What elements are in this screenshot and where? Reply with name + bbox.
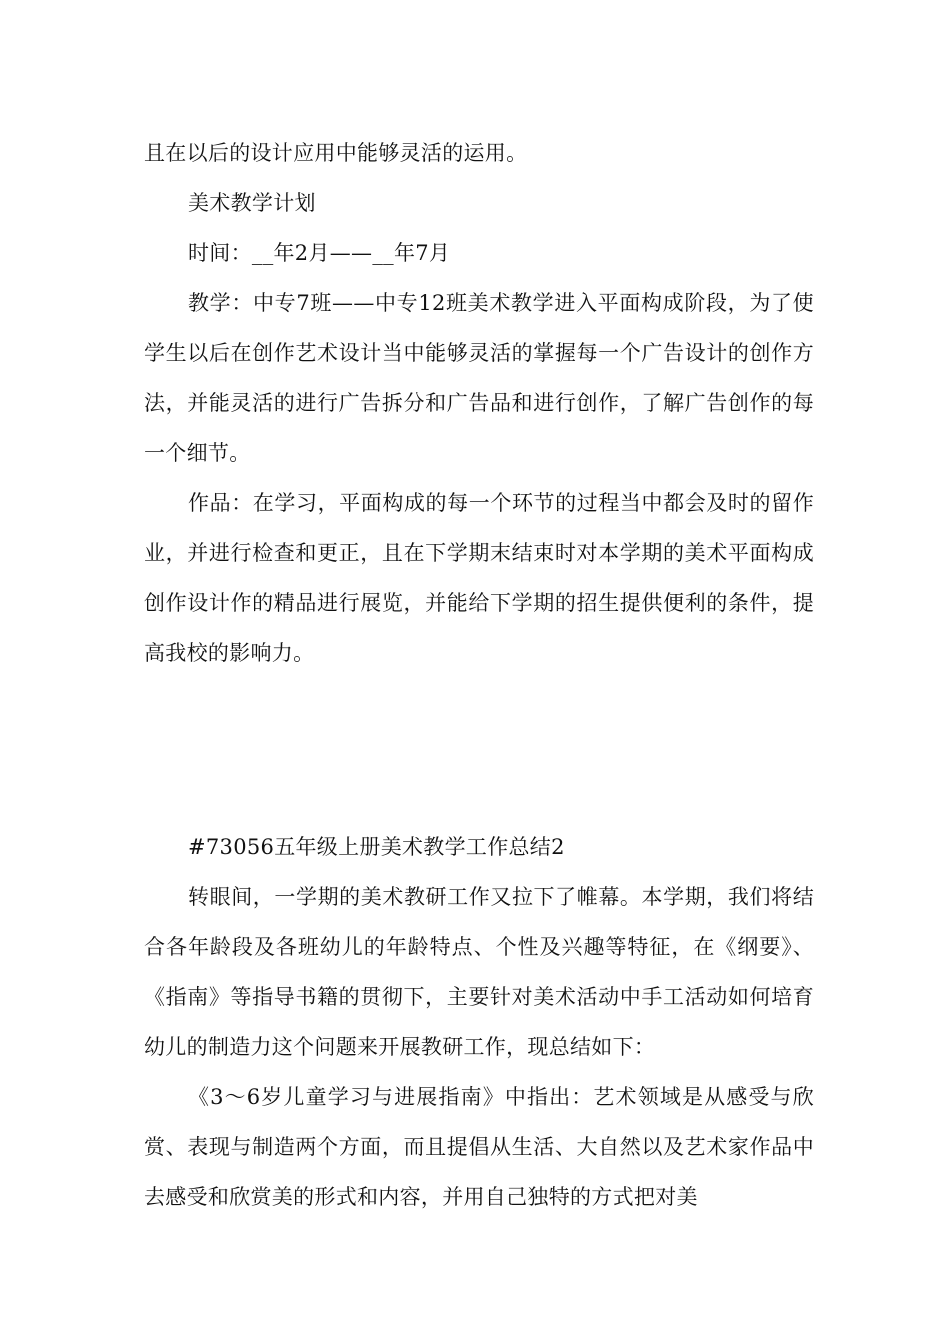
works-paragraph: 作品：在学习，平面构成的每一个环节的过程当中都会及时的留作业，并进行检查和更正，且在下学期末结束时对本学期的美术平面构成创作设计作的精品进行展览，并能给下学期的招生提供便利的条件，提高我校的影响力。: [144, 491, 814, 665]
summary-paragraph-1: 转眼间，一学期的美术教研工作又拉下了帷幕。本学期，我们将结合各年龄段及各班幼儿的年龄特点、个性及兴趣等特征，在《纲要》、《指南》等指导书籍的贯彻下，主要针对美术活动中手工活动如何培育幼儿的制造力这个问题来开展教研工作，现总结如下：: [144, 885, 814, 1059]
plan-title: 美术教学计划: [188, 191, 316, 215]
continuation-text: 且在以后的设计应用中能够灵活的运用。: [144, 141, 528, 165]
section-plan: [144, 128, 814, 678]
section-summary: [144, 822, 814, 1222]
time-line: 时间：__年2月——__年7月: [188, 241, 451, 265]
summary-paragraph-2: 《3～6岁儿童学习与进展指南》中指出：艺术领域是从感受与欣赏、表现与制造两个方面，而且提倡从生活、大自然以及艺术家作品中去感受和欣赏美的形式和内容，并用自己独特的方式把对美: [144, 1085, 814, 1209]
teaching-paragraph: 教学：中专7班——中专12班美术教学进入平面构成阶段，为了使学生以后在创作艺术设计当中能够灵活的掌握每一个广告设计的创作方法，并能灵活的进行广告拆分和广告品和进行创作，了解广告创作的每一个细节。: [144, 291, 814, 465]
section-heading: #73056五年级上册美术教学工作总结2: [188, 835, 565, 859]
